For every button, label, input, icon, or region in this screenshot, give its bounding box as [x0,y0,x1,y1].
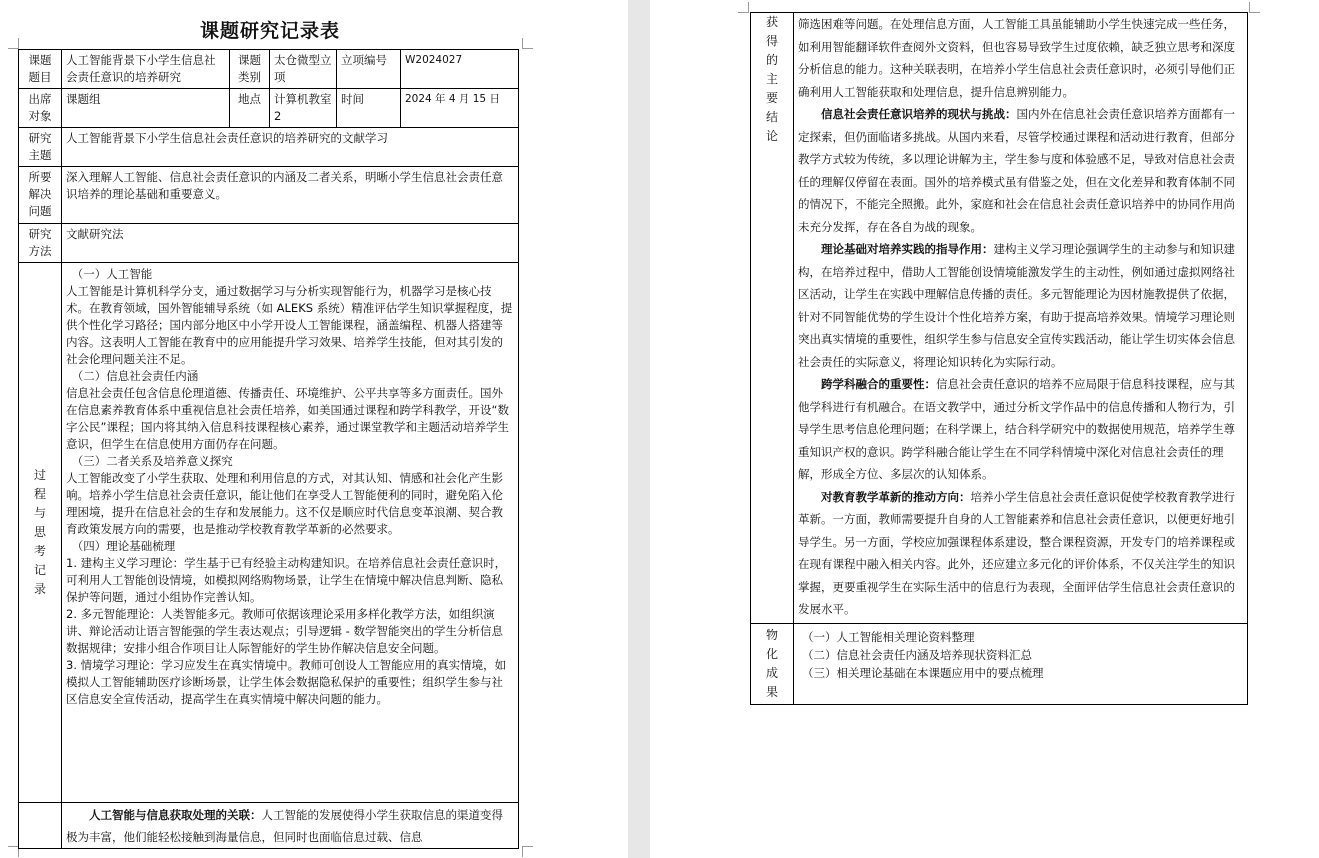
conclusion-1-title: 人工智能与信息获取处理的关联： [89,808,262,822]
process-heading-1: （一）人工智能 [71,267,153,281]
conclusion-5-title: 对教育教学革新的推动方向： [821,489,971,504]
crop-mark [1249,2,1260,13]
method-label: 研究方法 [19,224,62,263]
theory-item-3: 3. 情境学习理论：学习应发生在真实情境中。教师可创设人工智能应用的真实情境，如模拟人工智能辅助医疗诊断场景，让学生体会数据隐私保护的重要性；组织学生参与社区信息安全宣传活动，提高学生在真实情境中解决问题的能力。 [66,658,507,706]
outcome-item-3: （三）相关理论基础在本课题应用中的要点梳理 [802,666,1044,680]
research-theme-value: 人工智能背景下小学生信息社会责任意识的培养研究的文献学习 [62,128,519,167]
outcomes-label: 物化成果 [751,624,794,705]
table-row [19,803,519,849]
problem-label: 所要解决问题 [19,167,62,224]
table-row [19,89,519,128]
table-row [19,167,519,224]
conclusion-5-body: 培养小学生信息社会责任意识促使学校教育教学进行革新。一方面，教师需要提升自身的人工智能素养和信息社会责任意识，以便更好地引导学生。另一方面，学校应加强课程体系建设，整合课程资源，开发专门的培养课程或在现有课程中融入相关内容。此外，还应建立多元化的评价体系，不仅关注学生的知识掌握，更要重视学生在实际生活中的信息行为表现，全面评估学生信息社会责任意识的发展水平。 [798,489,1235,616]
document-page-1 [0,0,628,858]
process-heading-2: （二）信息社会责任内涵 [71,369,199,383]
document-title: 课题研究记录表 [199,20,340,42]
table-row [19,224,519,263]
conclusion-4-body: 信息社会责任意识的培养不应局限于信息科技课程，应与其他学科进行有机融合。在语文教学中，通过分析文学作品中的信息传播和人物行为，引导学生思考信息伦理问题；在科学课上，结合科学研究中的数据使用规范，培养学生尊重知识产权的意识。跨学科融合能让学生在不同学科情境中深化对信息社会责任的理解，形成全方位、多层次的认知体系。 [798,377,1235,481]
project-no-value: W2024027 [401,50,519,89]
crop-mark [522,846,533,857]
process-content [62,263,519,803]
conclusion-label: 获得的主要结论 [751,13,794,624]
attendees-label: 出席对象 [19,89,62,128]
conclusion-item-1-start [66,804,514,848]
conclusion-item-4 [798,373,1240,486]
crop-mark [738,2,749,13]
attendees-value: 课题组 [62,89,230,128]
category-value: 太仓微型立项 [270,50,337,89]
process-heading-4: （四）理论基础梳理 [71,539,176,553]
conclusion-1-tail: 筛选困难等问题。在处理信息方面，人工智能工具虽能辅助小学生快速完成一些任务，如利用智能翻译软件查阅外文资料，但也容易导致学生过度依赖，缺乏独立思考和深度分析信息的能力。这种关联表明，在培养小学生信息社会责任意识时，必须引导他们正确利用人工智能获取和处理信息，提升信息辨别能力。 [798,17,1235,99]
conclusion-item-3 [798,238,1240,373]
theory-item-2: 2. 多元智能理论：人类智能多元。教师可依据该理论采用多样化教学方法，如组织演讲、辩论活动让语言智能强的学生表达观点；引导逻辑 - 数学智能突出的学生分析信息数据规律；安排小组合作项目让人际智能好的学生协作解决信息安全问题。 [66,607,503,655]
table-row [19,50,519,89]
conclusion-text-block [798,13,1240,621]
theory-item-1: 1. 建构主义学习理论：学生基于已有经验主动构建知识。在培养信息社会责任意识时，可利用人工智能创设情境，如模拟网络购物场景，让学生在情境中解决信息判断、隐私保护等问题，通过小组协作完善认知。 [66,556,507,604]
project-no-label: 立项编号 [337,50,401,89]
process-paragraph-2: 信息社会责任包含信息伦理道德、传播责任、环境维护、公平共享等多方面责任。国外在信息素养教育体系中重视信息社会责任培养，如美国通过课程和跨学科教学，开设“数字公民”课程；国内将其纳入信息科技课程核心素养，通过课堂教学和主题活动培养学生意识，但学生在信息使用方面仍存在问题。 [66,386,509,451]
outcomes-list [794,624,1248,705]
document-page-2 [650,0,1319,858]
conclusion-item-5 [798,486,1240,621]
conclusion-item-2 [798,103,1240,238]
topic-label: 课题题目 [19,50,62,89]
time-label: 时间 [337,89,401,128]
table-row [751,624,1248,705]
process-paragraph-3: 人工智能改变了小学生获取、处理和利用信息的方式，对其认知、情感和社会化产生影响。培养小学生信息社会责任意识，能让他们在享受人工智能便利的同时，避免陷入伦理困境，提升在信息社会的生存和发展能力。这不仅是顺应时代信息变革浪潮、契合教育政策发展方向的需要，也是推动学校教育教学革新的必然要求。 [66,471,503,536]
outcome-item-2: （二）信息社会责任内涵及培养现状资料汇总 [802,648,1032,662]
method-value: 文献研究法 [62,224,519,263]
conclusion-start [62,803,519,849]
conclusion-label-continued [19,803,62,849]
process-label: 过程与思考记录 [19,263,62,803]
outcome-item-1: （一）人工智能相关理论资料整理 [802,630,975,644]
topic-value: 人工智能背景下小学生信息社会责任意识的培养研究 [62,50,230,89]
process-paragraph-1: 人工智能是计算机科学分支，通过数据学习与分析实现智能行为，机器学习是核心技术。在教育领域，国外智能辅导系统（如 ALEKS 系统）精准评估学生知识掌握程度，提供个性化学习路径；国内部分地区中小学开设人工智能课程，涵盖编程、机器人搭建等内容。这表明人工智能在教育中的应用能提升学习效果、培养学生技能，但对其引发的社会伦理问题关注不足。 [66,284,513,366]
table-row [19,263,519,803]
conclusion-2-body: 国内外在信息社会责任意识培养方面都有一定探索，但仍面临诸多挑战。从国内来看，尽管学校通过课程和活动进行教育，但部分教学方式较为传统，多以理论讲解为主，学生参与度和体验感不足，导致对信息社会责任的理解仅停留在表面。国外的培养模式虽有借鉴之处，但在文化差异和教育体制不同的情况下，不能完全照搬。此外，家庭和社会在信息社会责任意识培养中的协同作用尚未充分发挥，存在各自为战的现象。 [798,107,1235,234]
location-label: 地点 [230,89,270,128]
time-value: 2024 年 4 月 15 日 [401,89,519,128]
conclusion-3-title: 理论基础对培养实践的指导作用： [821,242,994,256]
problem-value: 深入理解人工智能、信息社会责任意识的内涵及二者关系，明晰小学生信息社会责任意识培养的理论基础和重要意义。 [62,167,519,224]
conclusion-1-body: 人工智能的发展使得小学生获取信息的渠道变得极为丰富，他们能轻松接触到海量信息，但同时也面临信息过载、信息 [66,808,503,844]
category-label: 课题类别 [230,50,270,89]
conclusion-2-title: 信息社会责任意识培养的现状与挑战： [821,107,1017,121]
location-value: 计算机教室2 [270,89,337,128]
record-table [18,49,519,849]
research-theme-label: 研究主题 [19,128,62,167]
process-heading-3: （三）二者关系及培养意义探究 [71,454,233,468]
table-row [19,128,519,167]
conclusion-4-title: 跨学科融合的重要性： [821,377,936,391]
conclusion-3-body: 建构主义学习理论强调学生的主动参与和知识建构，在培养过程中，借助人工智能创设情境能激发学生的主动性，例如通过虚拟网络社区活动，让学生在实践中理解信息传播的责任。多元智能理论为因材施教提供了依据，针对不同智能优势的学生设计个性化培养方案，有助于提高培养效果。情境学习理论则突出真实情境的重要性，组织学生参与信息安全宣传实践活动，能让学生切实体会信息社会责任的实际意义，将理论知识转化为实际行动。 [798,242,1235,369]
